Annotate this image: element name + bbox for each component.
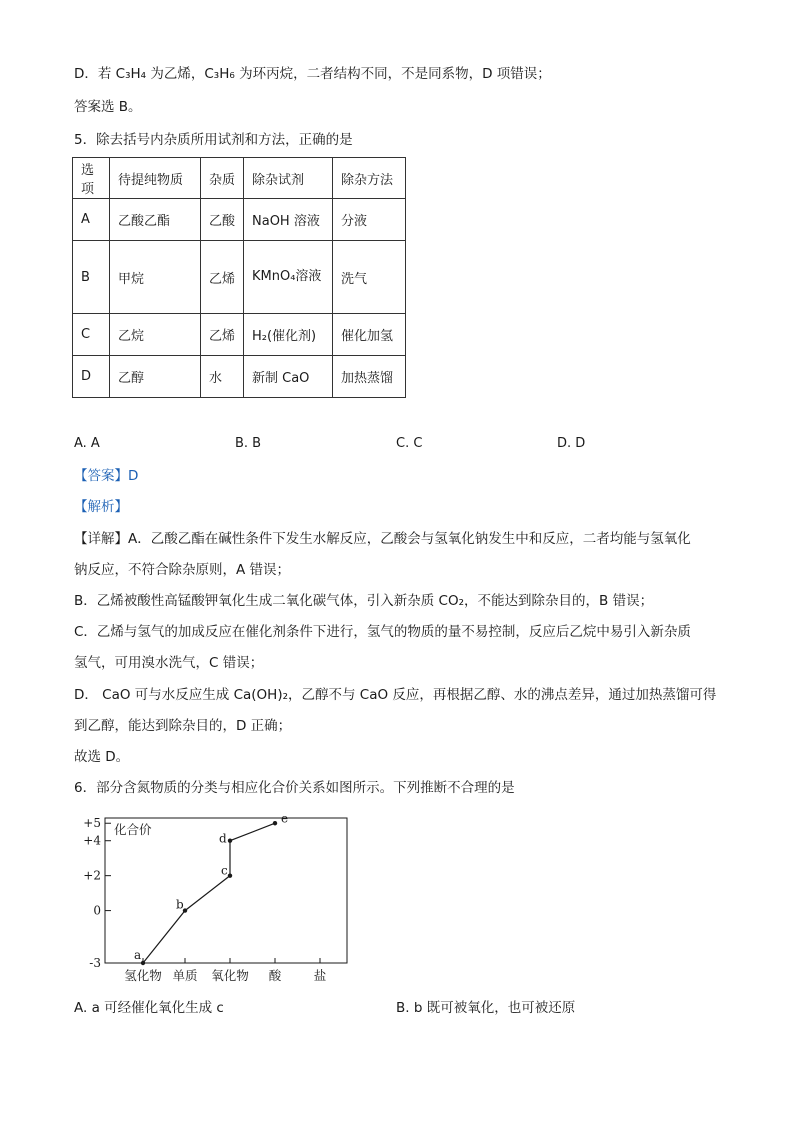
question-5-stem: 5．除去括号内杂质所用试剂和方法，正确的是 — [74, 132, 353, 148]
q5-option-c: C. C — [396, 436, 423, 451]
y-tick-label: +4 — [83, 833, 101, 848]
q5-detail-d-line2: 到乙醇，能达到除杂目的，D 正确； — [74, 718, 292, 734]
table-cell: 新制 CaO — [244, 356, 333, 398]
x-tick-label: 氢化物 — [124, 968, 162, 983]
table-cell: A — [73, 199, 110, 241]
data-point-c — [228, 873, 232, 877]
table-cell: 分液 — [333, 199, 406, 241]
table-cell: 乙酸乙酯 — [110, 199, 201, 241]
point-label-d: d — [219, 831, 227, 846]
table-header-cell: 杂质 — [201, 158, 244, 199]
point-label-c: c — [221, 863, 228, 878]
y-tick-label: 0 — [93, 903, 101, 918]
table-cell: D — [73, 356, 110, 398]
y-tick-label: +5 — [83, 816, 101, 831]
point-label-b: b — [176, 897, 184, 912]
q5-option-d: D. D — [557, 436, 586, 451]
table-row — [73, 241, 406, 314]
table-row — [73, 356, 406, 398]
table-cell: 乙烷 — [110, 314, 201, 356]
line-answer-b: 答案选 B。 — [74, 99, 142, 115]
table-cell: 乙酸 — [201, 199, 244, 241]
q5-conclusion: 故选 D。 — [74, 749, 130, 765]
table-cell: 水 — [201, 356, 244, 398]
table-header-cell: 除杂方法 — [333, 158, 406, 199]
table-cell: B — [73, 241, 110, 314]
q6-option-b: B. b 既可被氧化，也可被还原 — [396, 1000, 576, 1016]
table-cell: 催化加氢 — [333, 314, 406, 356]
table-header-cell: 选项 — [73, 158, 110, 199]
x-tick-label: 盐 — [313, 968, 327, 983]
data-point-e — [273, 821, 277, 825]
q5-detail-c-line2: 氢气，可用溴水洗气，C 错误； — [74, 655, 264, 671]
x-tick-label: 氧化物 — [211, 968, 249, 983]
q5-detail-d-line1: D． CaO 可与水反应生成 Ca(OH)₂，乙醇不与 CaO 反应，再根据乙醇、水的沸点差异，通过加热蒸馏可得 — [74, 687, 717, 703]
table-cell: 乙烯 — [201, 241, 244, 314]
q5-detail-c-line1: C．乙烯与氢气的加成反应在催化剂条件下进行，氢气的物质的量不易控制，反应后乙烷中易引入新杂质 — [74, 624, 691, 640]
table-header-cell: 待提纯物质 — [110, 158, 201, 199]
line-d-option: D．若 C₃H₄ 为乙烯，C₃H₆ 为环丙烷，二者结构不同，不是同系物，D 项错误； — [74, 66, 551, 82]
q5-table — [72, 157, 406, 398]
table-cell: 乙醇 — [110, 356, 201, 398]
table-row — [73, 314, 406, 356]
table-header-cell: 除杂试剂 — [244, 158, 333, 199]
q5-analysis-label: 【解析】 — [74, 499, 128, 515]
q5-option-b: B. B — [235, 436, 262, 451]
data-point-d — [228, 839, 232, 843]
q5-detail-a-line1: 【详解】A．乙酸乙酯在碱性条件下发生水解反应，乙酸会与氢氧化钠发生中和反应，二者均能与氢氧化 — [74, 531, 691, 547]
q6-option-a: A. a 可经催化氧化生成 c — [74, 1000, 224, 1016]
table-cell: NaOH 溶液 — [244, 199, 333, 241]
table-cell: 洗气 — [333, 241, 406, 314]
table-cell: 乙烯 — [201, 314, 244, 356]
question-6-stem: 6．部分含氮物质的分类与相应化合价关系如图所示。下列推断不合理的是 — [74, 780, 515, 796]
x-tick-label: 单质 — [172, 968, 198, 983]
table-cell: C — [73, 314, 110, 356]
table-header-row — [73, 158, 406, 199]
table-cell: 加热蒸馏 — [333, 356, 406, 398]
nitrogen-valence-chart — [80, 812, 370, 987]
x-ticks — [124, 958, 327, 983]
table-cell: KMnO₄溶液 — [244, 241, 333, 314]
table-cell: 甲烷 — [110, 241, 201, 314]
y-ticks — [83, 816, 111, 970]
q5-detail-b: B．乙烯被酸性高锰酸钾氧化生成二氧化碳气体，引入新杂质 CO₂，不能达到除杂目的，B 错误； — [74, 593, 654, 609]
point-label-a: a — [134, 948, 142, 962]
y-tick-label: -3 — [89, 956, 101, 970]
data-point-a — [141, 961, 145, 965]
table-cell: H₂(催化剂) — [244, 314, 333, 356]
x-tick-label: 酸 — [268, 968, 282, 983]
q5-detail-a-line2: 钠反应，不符合除杂原则，A 错误； — [74, 562, 291, 578]
y-tick-label: +2 — [83, 868, 101, 883]
series-line — [143, 823, 275, 963]
data-points — [134, 812, 288, 965]
q5-answer-label: 【答案】D — [74, 468, 139, 484]
q5-option-a: A. A — [74, 436, 100, 451]
point-label-e: e — [281, 812, 289, 826]
y-axis-label: 化合价 — [114, 822, 152, 837]
table-row — [73, 199, 406, 241]
